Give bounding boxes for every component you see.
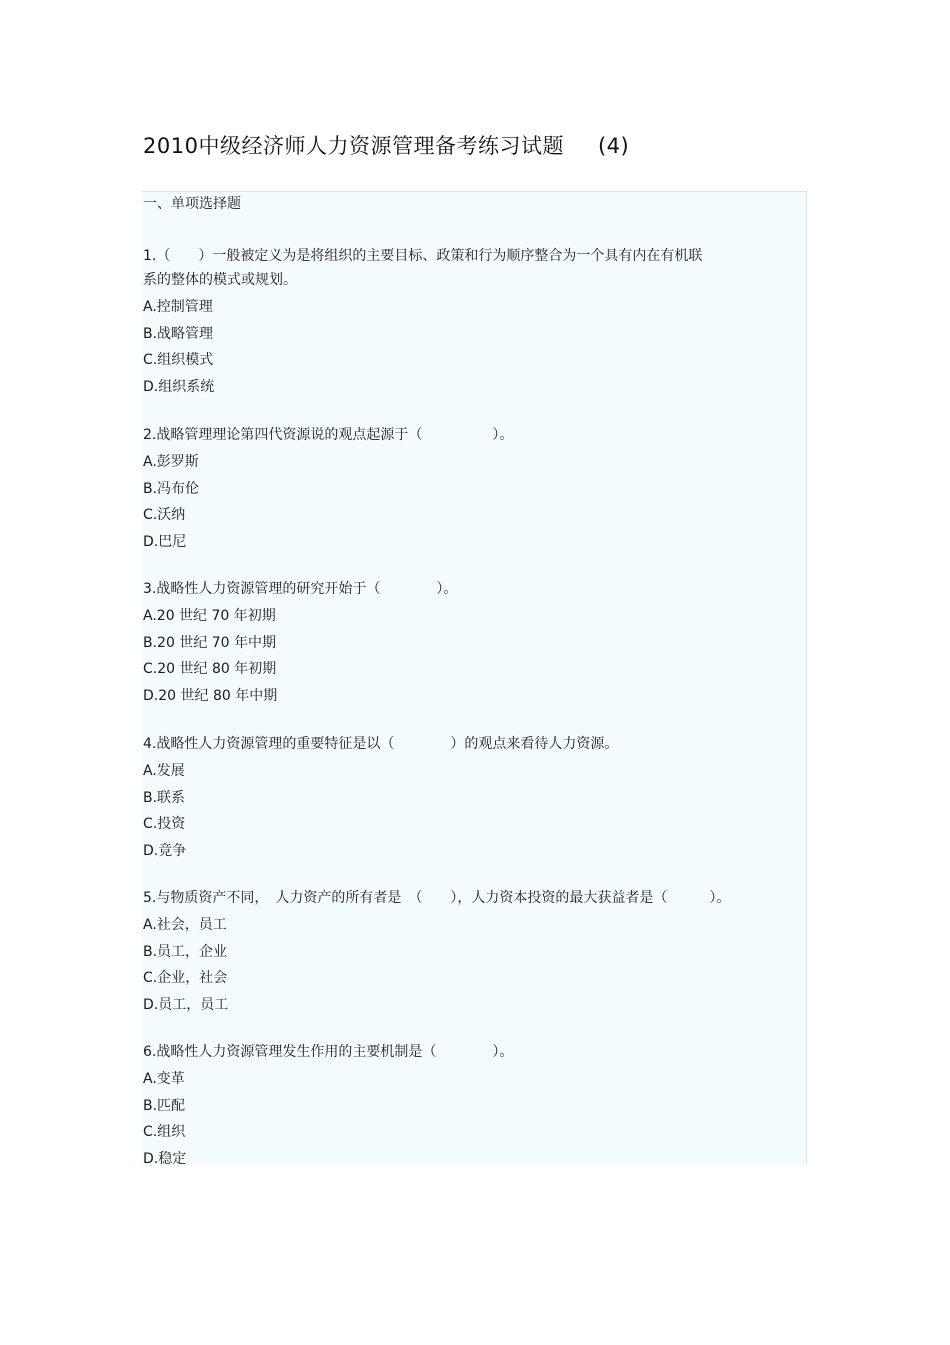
- document-title: [143, 130, 629, 160]
- option-c: C.投资: [143, 816, 186, 833]
- question-5: [143, 886, 803, 1018]
- option-d: D.稳定: [143, 1150, 187, 1167]
- question-4: [143, 732, 803, 864]
- option-c: C.20 世纪 80 年初期: [143, 661, 277, 678]
- question-stem: 2.战略管理理论第四代资源说的观点起源于（ ）。: [143, 427, 514, 443]
- option-b: B.冯布伦: [143, 480, 200, 497]
- option-d: D.员工，员工: [143, 996, 229, 1013]
- question-stem: 3.战略性人力资源管理的研究开始于（ ）。: [143, 581, 458, 597]
- option-a: A.发展: [143, 763, 185, 779]
- option-a: A.控制管理: [143, 299, 213, 315]
- question-stem: 1.（ ）一般被定义为是将组织的主要目标、政策和行为顺序整合为一个具有内在有机联 系的整体的模式或规划。: [143, 248, 703, 288]
- option-d: D.竞争: [143, 842, 187, 859]
- question-stem: 5.与物质资产不同， 人力资产的所有者是 （ ），人力资本投资的最大获益者是（ ）。: [143, 890, 731, 906]
- option-a: A.彭罗斯: [143, 454, 199, 470]
- option-a: A.20 世纪 70 年初期: [143, 608, 276, 624]
- option-d: D.组织系统: [143, 378, 215, 395]
- question-6: [143, 1040, 803, 1172]
- option-b: B.20 世纪 70 年中期: [143, 634, 277, 651]
- option-a: A.变革: [143, 1071, 185, 1087]
- option-c: C.组织模式: [143, 352, 214, 369]
- question-stem: 4.战略性人力资源管理的重要特征是以（ ）的观点来看待人力资源。: [143, 736, 619, 752]
- option-d: D.20 世纪 80 年中期: [143, 687, 278, 704]
- title-text: 2010中级经济师人力资源管理备考练习试题: [143, 134, 564, 158]
- section-heading: 一、单项选择题: [143, 196, 241, 212]
- option-b: B.匹配: [143, 1097, 186, 1114]
- title-number: (4): [597, 134, 630, 158]
- option-c: C.沃纳: [143, 507, 186, 524]
- option-b: B.联系: [143, 789, 186, 806]
- option-a: A.社会，员工: [143, 917, 227, 933]
- question-2: [143, 423, 803, 555]
- option-c: C.企业，社会: [143, 970, 228, 987]
- question-stem: 6.战略性人力资源管理发生作用的主要机制是（ ）。: [143, 1044, 514, 1060]
- option-d: D.巴尼: [143, 533, 187, 550]
- question-1: [143, 244, 803, 400]
- question-3: [143, 577, 803, 709]
- option-b: B.员工，企业: [143, 943, 228, 960]
- option-c: C.组织: [143, 1124, 186, 1141]
- option-b: B.战略管理: [143, 325, 214, 342]
